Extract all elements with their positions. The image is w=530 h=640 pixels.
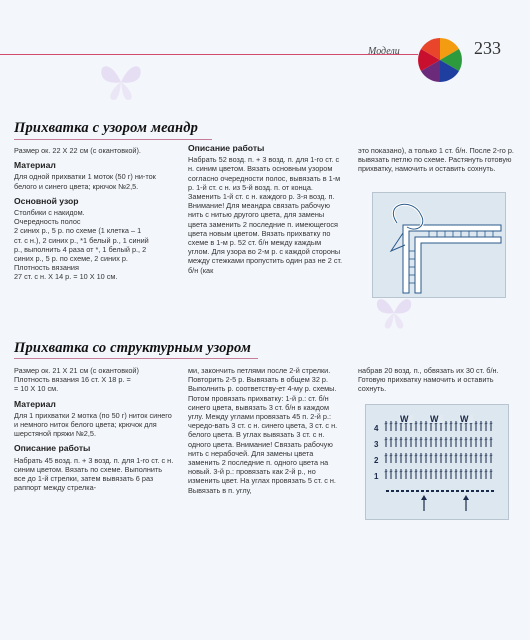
section1-work-heading: Описание работы [188,143,265,153]
pattern-line: р., выполнить 4 раза от *, 1 белый р., 2 [14,244,147,254]
header-rule [0,54,418,55]
pattern-line: 27 ст. с н. Х 14 р. = 10 Х 10 см. [14,272,118,282]
section2-material-heading: Материал [14,398,56,409]
section2-col3-text: набрав 20 возд. п., обвязать их 30 ст. б/н. Готовую прихватку намочить и оставить сохнуть. [358,366,499,394]
size-line: = 10 Х 10 см. [14,384,59,394]
section2-work-text: Набрать 45 возд. п. + 3 возд. п. для 1-го ст. с н. синим цветом. Вязать по схеме. Выполнить все до 1-й стрелки, затем вывязать 6 раз раппорт между стрелка- [14,455,174,493]
row-label: 2 [374,456,379,465]
butterfly-icon [96,58,146,104]
section1-title: Прихватка с узором меандр [14,120,199,136]
section2-col3 [358,366,514,394]
section2-col2-text: ми, закончить петлями после 2-й стрелки. Повторить 2-5 р. Вывязать в общем 32 р. Выполнить р. соответству-ет 4-му р. схемы. Потом провязать прихватку: 1-й р.: ст. б/н синего цвета, вывязать 3 ст. б/н в каждом углу. Между углами провязать 45 п. 2-й р.: чередо-вать 3 ст. с н. синего цвета, 3 ст. с н. белого цвета. В углах вывязать 3 ст. с н. одного цвета. Внимание! Связать рабочую нить с нерабочей. Для замены цвета заменить 2 последние п. одного цвета на новый. 3-й р.: провязать как 2-й р., но изменить цвет. На углах провязать 5 ст. с н. Вывязать в п. углу, [188,366,338,495]
section1-col3-text: это показано), а только 1 ст. б/н. После 2-го р. вывязать петлю по схеме. Растянуть готовую прихватку, намочить и оставить сохнуть. [358,146,514,174]
section1-material-text: Для одной прихватки 1 моток (50 г) ни-ток белого и синего цвета; крючок №2,5. [14,172,156,191]
section2-col1 [14,366,174,492]
section-label: Модели [368,46,400,57]
pattern-line: синих р., 5 р. по схеме, 2 синих р. [14,254,128,264]
section2-material-text: Для 1 прихватки 2 мотка (по 50 г) ниток синего и немного ниток белого цвета; крючок для шерстяной пряжи №2,5. [14,410,172,439]
pattern-line: 2 синих р., 5 р. по схеме (1 клетка – 1 [14,226,142,236]
section2-col2 [188,366,343,495]
butterfly-icon [372,292,416,332]
size-line: Плотность вязания 16 ст. Х 18 р. = [14,375,131,385]
section1-title-rule [14,139,212,140]
section1-col2 [188,140,343,275]
size-line: Размер ок. 21 Х 21 см (с окантовкой) [14,366,139,375]
row-label: 3 [374,440,379,449]
row-label: 4 [374,424,379,433]
section1-size: Размер ок. 22 Х 22 см (с окантовкой). [14,146,141,155]
svg-text:W: W [430,414,439,424]
section1-work-text: Набрать 52 возд. п. + 3 возд. п. для 1-го ст. с н. синим цветом. Вязать основным узором согласно очередности полос, вывязать в 1-м р. 1-й ст. с н. из 5-й возд. п. от конца. Заменить 1-й ст. с н. каждого р. 3-я возд. п. Внимание! Для меандра связать рабочую нить с нитью другого цвета, для замены цвета заменить 2 последние п. имеющегося цвета новым цветом. Вязать прихватку по схеме в 1-м р. 52 ст. б/н между каждым углом. Для узора во 2-м р. с каждой стороны между стежками пропустить один раз не 2 ст. б/н (как [188,155,343,275]
section1-pattern-heading: Основной узор [14,195,79,206]
meander-diagram [372,192,506,298]
color-wheel-logo [418,38,462,82]
structure-diagram-grid [366,405,508,519]
pattern-line: ст. с н.), 2 синих р., *1 белый р., 1 синий [14,235,149,245]
svg-text:W: W [460,414,469,424]
section1-col3 [358,146,514,174]
pattern-line: Столбики с накидом. [14,208,85,218]
section2-work-heading: Описание работы [14,443,91,454]
section1-material-heading: Материал [14,160,56,171]
pattern-line: Очередность полос [14,217,81,227]
pattern-line: Плотность вязания [14,263,79,273]
section1-col1 [14,146,174,282]
section2-title-rule [14,358,258,359]
section2-title: Прихватка со структурным узором [14,340,252,356]
svg-text:W: W [400,414,409,424]
page-number: 233 [474,38,501,58]
row-label: 1 [374,472,379,481]
structure-diagram [365,404,509,520]
